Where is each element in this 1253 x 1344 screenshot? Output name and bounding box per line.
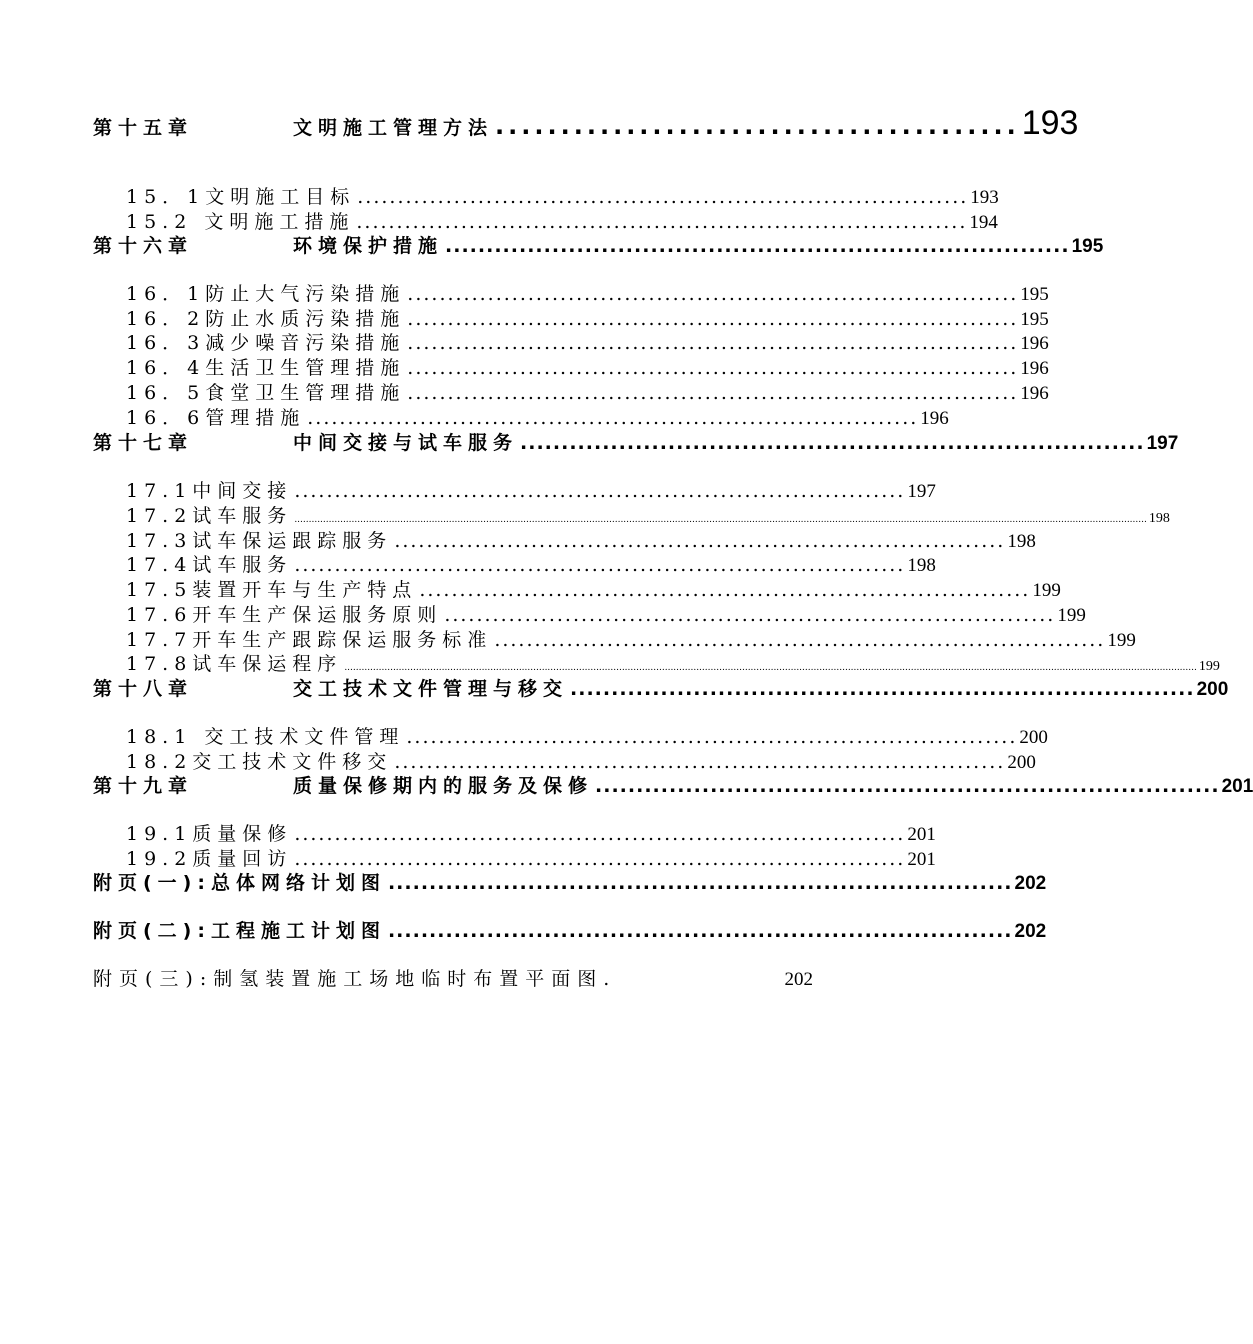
leader-dots: ............................................................................: [445, 235, 1070, 257]
leader-dots: ..........................................................................................................................................................................................................................................................................................................: [294, 515, 1147, 525]
leader-dots: ..........................................................................................................................................................................................................................................................................................................: [344, 663, 1197, 673]
toc-entry-16-6[interactable]: [126, 403, 949, 430]
leader-dots: ............................................................................: [494, 629, 1106, 651]
toc-entry-18-2[interactable]: [126, 747, 1036, 774]
chapter-number: 第十九章: [93, 775, 194, 797]
leader-dots: ............................................................................: [387, 872, 1013, 894]
entry-label: 16．4生活卫生管理措施: [126, 357, 406, 379]
page-number: 196: [920, 408, 949, 429]
entry-label: 17.7开车生产跟踪保运服务标准: [126, 629, 493, 651]
entry-label: 16．6管理措施: [126, 407, 306, 429]
leader-dots: ............................................................................: [407, 283, 1019, 305]
page-number: 202: [784, 969, 813, 990]
entry-label: 17.2试车服务: [126, 505, 293, 527]
toc-entry-17-3[interactable]: [126, 526, 1036, 553]
page-number: 201: [907, 849, 936, 870]
leader-dots: ............................................................................: [294, 554, 906, 576]
leader-dots: ............................................................................: [294, 848, 906, 870]
toc-appendix-2[interactable]: [93, 916, 1047, 943]
toc-entry-16-3[interactable]: [126, 328, 1049, 355]
chapter-title: 文明施工管理方法: [293, 117, 494, 139]
page-number: 193: [970, 187, 999, 208]
toc-chapter-17[interactable]: [93, 428, 1179, 455]
toc-entry-18-1[interactable]: [126, 722, 1048, 749]
leader-dots: ............................................................................: [407, 357, 1019, 379]
chapter-title: 交工技术文件管理与移交: [293, 678, 569, 700]
chapter-number: 第十六章: [93, 235, 194, 257]
entry-label: 17.4试车服务: [126, 554, 293, 576]
page-number: 199: [1198, 659, 1220, 674]
entry-label: 19.2质量回访: [126, 848, 293, 870]
toc-chapter-18[interactable]: [93, 674, 1229, 701]
chapter-title: 质量保修期内的服务及保修: [293, 775, 594, 797]
chapter-number: 第十八章: [93, 678, 194, 700]
leader-dots: ............................................................................: [570, 678, 1195, 700]
toc-entry-17-1[interactable]: [126, 476, 936, 503]
leader-dots: ........................................: [495, 112, 1020, 140]
page-number: 201: [907, 824, 936, 845]
toc-chapter-label: [93, 771, 593, 798]
entry-label: 19.1质量保修: [126, 823, 293, 845]
leader-dots: ............................................................................: [595, 775, 1220, 797]
entry-label: 附页(二):工程施工计划图: [93, 920, 386, 942]
leader-dots: ............................................................................: [394, 751, 1006, 773]
chapter-title: 环境保护措施: [293, 235, 444, 257]
leader-dots: ............................................................................: [387, 920, 1013, 942]
toc-chapter-15[interactable]: [93, 104, 1079, 143]
toc-chapter-label: [93, 674, 568, 701]
chapter-number: 第十七章: [93, 432, 194, 454]
page-number: 198: [1148, 511, 1170, 526]
toc-appendix-3[interactable]: [93, 964, 813, 991]
entry-label: 17.1中间交接: [126, 480, 293, 502]
toc-entry-16-2[interactable]: [126, 304, 1049, 331]
page-number: 194: [969, 212, 998, 233]
page-number: 195: [1071, 236, 1104, 257]
entry-label: 16．1防止大气污染措施: [126, 283, 406, 305]
entry-label: 附页(一):总体网络计划图: [93, 872, 386, 894]
toc-chapter-label: [93, 428, 518, 455]
toc-entry-17-7[interactable]: [126, 625, 1136, 652]
leader-dots: ............................................................................: [419, 579, 1031, 601]
page-number: 197: [907, 481, 936, 502]
page-number: 200: [1196, 679, 1229, 700]
entry-label: 15．1文明施工目标: [126, 186, 356, 208]
entry-label: 17.8试车保运程序: [126, 653, 343, 675]
entry-label: 17.5装置开车与生产特点: [126, 579, 418, 601]
page-number: 199: [1032, 580, 1061, 601]
entry-label: 18.2交工技术文件移交: [126, 751, 393, 773]
leader-dots: ............................................................................: [406, 726, 1018, 748]
entry-label: 16．3减少噪音污染措施: [126, 332, 406, 354]
page-number: 197: [1146, 433, 1179, 454]
toc-chapter-16[interactable]: [93, 231, 1104, 258]
leader-dots: ............................................................................: [294, 480, 906, 502]
leader-dots: ............................................................................: [407, 382, 1019, 404]
page-number: 195: [1020, 309, 1049, 330]
toc-entry-17-6[interactable]: [126, 600, 1086, 627]
entry-label: 16．2防止水质污染措施: [126, 308, 406, 330]
page-number: 202: [1014, 921, 1047, 942]
page-number: 195: [1020, 284, 1049, 305]
chapter-title: 中间交接与试车服务: [293, 432, 519, 454]
leader-dots: ............................................................................: [357, 186, 969, 208]
toc-entry-15-2[interactable]: [126, 207, 998, 234]
toc-chapter-label: [93, 231, 443, 258]
toc-entry-17-5[interactable]: [126, 575, 1061, 602]
leader-dots: ............................................................................: [394, 530, 1006, 552]
toc-entry-17-2[interactable]: [126, 501, 1170, 528]
entry-label: 16．5食堂卫生管理措施: [126, 382, 406, 404]
page-number: 200: [1019, 727, 1048, 748]
page-number: 199: [1107, 630, 1136, 651]
toc-entry-16-5[interactable]: [126, 378, 1049, 405]
page-number: 202: [1014, 873, 1047, 894]
page-number: 201: [1221, 776, 1253, 797]
leader-dots: ............................................................................: [294, 823, 906, 845]
page-number: 198: [1007, 531, 1036, 552]
toc-entry-16-4[interactable]: [126, 353, 1049, 380]
entry-label: 17.6开车生产保运服务原则: [126, 604, 443, 626]
leader-dots: ............................................................................: [407, 332, 1019, 354]
page-number: 199: [1057, 605, 1086, 626]
toc-entry-19-2[interactable]: [126, 844, 936, 871]
page-number: 196: [1020, 358, 1049, 379]
chapter-number: 第十五章: [93, 117, 194, 139]
toc-entry-19-1[interactable]: [126, 819, 936, 846]
entry-label: 附页(三):制氢装置施工场地临时布置平面图.: [93, 968, 617, 990]
page-number: 193: [1021, 104, 1079, 142]
toc-entry-15-1[interactable]: [126, 182, 999, 209]
toc-entry-17-4[interactable]: [126, 550, 936, 577]
entry-label: 15.2 文明施工措施: [126, 211, 355, 233]
entry-label: 17.3试车保运跟踪服务: [126, 530, 393, 552]
page-number: 196: [1020, 383, 1049, 404]
toc-appendix-1[interactable]: [93, 868, 1047, 895]
entry-label: 18.1 交工技术文件管理: [126, 726, 405, 748]
leader-dots: ............................................................................: [444, 604, 1056, 626]
page-number: 200: [1007, 752, 1036, 773]
toc-chapter-19[interactable]: [93, 771, 1253, 798]
leader-dots: ............................................................................: [356, 211, 968, 233]
leader-dots: ............................................................................: [307, 407, 919, 429]
toc-entry-16-1[interactable]: [126, 279, 1049, 306]
leader-dots: ............................................................................: [407, 308, 1019, 330]
toc-entry-17-8[interactable]: [126, 649, 1220, 676]
page-number: 196: [1020, 333, 1049, 354]
page-number: 198: [907, 555, 936, 576]
leader-dots: ............................................................................: [520, 432, 1145, 454]
toc-chapter-label: [93, 113, 493, 140]
